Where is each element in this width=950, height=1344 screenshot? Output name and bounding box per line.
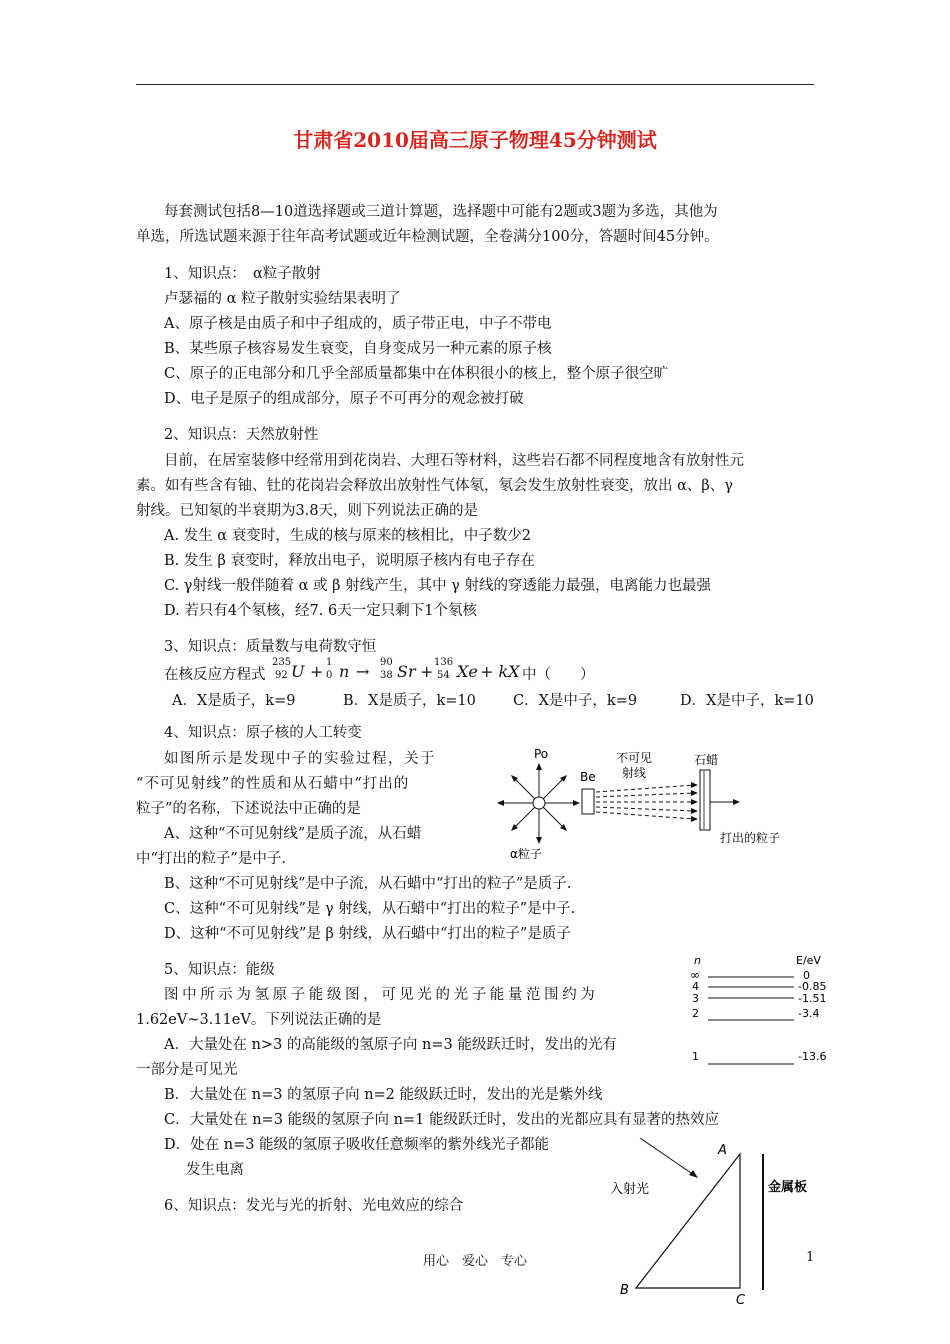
intro-line: 单选，所选试题来源于往年高考试题或近年检测试题，全卷满分100分，答题时间45分钟。 [136,229,719,245]
question-stem: 粒子”的名称，下述说法中正确的是 [136,801,361,817]
po-label: Po [534,747,549,761]
incident-light-label: 入射光 [610,1182,650,1197]
question-heading: 2、知识点：天然放射性 [164,427,319,443]
question-heading: 1、知识点： α粒子散射 [164,266,321,282]
option-a: A．大量处在 n>3 的高能级的氢原子向 n=3 能级跃迁时，发出的光有 [164,1037,617,1053]
question-stem: 卢瑟福的 α 粒子散射实验结果表明了 [164,291,401,307]
option-c: C、这种“不可见射线”是 γ 射线，从石蜡中“打出的粒子”是中子. [164,901,576,917]
page-title: 甘肃省2010届高三原子物理45分钟测试 [293,128,657,152]
sr-mass-number: 90 [380,657,393,668]
paraffin-label: 石蜡 [694,753,719,767]
option-b: B．X是质子，k=10 [343,693,476,709]
question-heading: 6、知识点：发光与光的折射、光电效应的综合 [164,1198,464,1214]
level-n: ∞ [690,968,700,982]
option-a: A. 发生 α 衰变时，生成的核与原来的核相比，中子数少2 [164,528,531,544]
level-energy: -1.51 [798,992,827,1005]
option-c: C．大量处在 n=3 能级的氢原子向 n=1 能级跃迁时，发出的光都应具有显著的热效应 [164,1112,719,1128]
option-d-cont: 发生电离 [186,1162,244,1178]
invisible-ray-label: 射线 [622,766,647,780]
arrow: → [356,662,370,681]
option-a: A、这种“不可见射线”是质子流，从石蜡 [164,826,422,842]
vertex-a-label: A [718,1143,727,1158]
plus-sign: + [310,662,324,681]
option-a-cont: 中“打出的粒子”是中子. [136,851,286,867]
option-d: D．处在 n=3 能级的氢原子吸收任意频率的紫外线光子都能 [164,1137,550,1153]
intro-line: 每套测试包括8—10道选择题或三道计算题，选择题中可能有2题或3题为多选，其他为 [164,204,718,220]
question-stem: 素。如有些含有铀、钍的花岗岩会释放出放射性气体氡，氡会发生放射性衰变，放出 α、β、γ [136,478,733,494]
option-d: D. 若只有4个氡核，经7. 6天一定只剩下1个氡核 [164,603,477,619]
xe-mass-number: 136 [434,657,454,668]
question-stem: 图中所示为氢原子能级图，可见光的光子能量范围约为 [164,987,599,1003]
option-b: B、这种“不可见射线”是中子流，从石蜡中“打出的粒子”是质子. [164,876,572,892]
question-stem: 目前，在居室装修中经常用到花岗岩、大理石等材料，这些岩石都不同程度地含有放射性元 [164,453,744,469]
option-c: C、原子的正电部分和几乎全部质量都集中在体积很小的核上，整个原子很空旷 [164,366,669,382]
option-c: C. γ射线一般伴随着 α 或 β 射线产生，其中 γ 射线的穿透能力最强，电离能力也最强 [164,578,711,594]
question-heading: 3、知识点：质量数与电荷数守恒 [164,639,377,655]
option-a: A、原子核是由质子和中子组成的，质子带正电，中子不带电 [164,316,552,332]
knocked-particle-label: 打出的粒子 [720,831,781,845]
level-n: 1 [692,1050,699,1063]
option-d: D、这种“不可见射线”是 β 射线，从石蜡中“打出的粒子”是质子 [164,926,571,942]
prism-photoelectric-figure [600,1138,830,1338]
be-target [582,789,594,814]
option-c: C．X是中子，k=9 [513,693,638,709]
level-energy: -3.4 [798,1007,820,1020]
xe-charge-number: 54 [437,670,450,681]
option-a-cont: 一部分是可见光 [136,1062,238,1078]
page-number: 1 [806,1250,815,1265]
option-a: A．X是质子，k=9 [172,693,296,709]
question-stem: 1.62eV~3.11eV。下列说法正确的是 [136,1012,382,1028]
level-n: 4 [692,980,699,993]
option-b: B. 发生 β 衰变时，释放出电子，说明原子核内有电子存在 [164,553,535,569]
option-d: D、电子是原子的组成部分，原子不可再分的观念被打破 [164,391,524,407]
option-b: B、某些原子核容易发生衰变，自身变成另一种元素的原子核 [164,341,552,357]
vertex-c-label: C [736,1293,746,1308]
paraffin-block [700,770,710,830]
question-stem: 射线。已知氡的半衰期为3.8天，则下列说法正确的是 [136,503,479,519]
level-energy: -13.6 [798,1050,827,1063]
n-symbol: n [339,662,350,681]
plus-sign: + [420,662,434,681]
energy-level-diagram [686,952,846,1070]
vertex-b-label: B [620,1283,629,1298]
u-mass-number: 235 [272,657,292,668]
neutron-discovery-figure [486,742,806,862]
sr-charge-number: 38 [380,670,393,681]
level-n: 2 [692,1007,699,1020]
option-d: D．X是中子，k=10 [680,693,814,709]
xe-symbol: Xe [457,662,478,681]
invisible-rays [596,785,694,819]
level-energy: 0 [803,969,810,982]
metal-plate-label: 金属板 [768,1180,808,1195]
level-energy: -0.85 [798,980,827,993]
kx-term: + kX [480,662,520,681]
option-b: B．大量处在 n=3 的氢原子向 n=2 能级跃迁时，发出的光是紫外线 [164,1087,603,1103]
equation-prefix: 在核反应方程式 [164,667,266,683]
question-stem: “不可见射线”的性质和从石蜡中“打出的 [136,776,410,792]
header-rule [136,84,814,85]
energy-axis-label: E/eV [796,954,821,967]
n-charge-number: 0 [326,670,333,681]
alpha-label: α粒子 [510,847,542,861]
u-charge-number: 92 [275,670,288,681]
n-axis-label: n [694,954,701,967]
level-n: 3 [692,992,699,1005]
be-label: Be [580,770,596,784]
nuclear-equation [164,658,624,686]
sr-symbol: Sr [397,662,416,681]
page-footer: 用心 爱心 专心 [422,1254,527,1269]
u-symbol: U [291,662,305,681]
question-heading: 4、知识点：原子核的人工转变 [164,725,362,741]
question-heading: 5、知识点：能级 [164,962,275,978]
question-stem: 如图所示是发现中子的实验过程，关于 [164,751,436,767]
po-source [497,763,580,844]
equation-suffix: 中（ ） [522,667,595,683]
incident-light-ray [640,1138,694,1175]
n-mass-number: 1 [326,657,333,668]
invisible-ray-label: 不可见 [616,751,653,765]
